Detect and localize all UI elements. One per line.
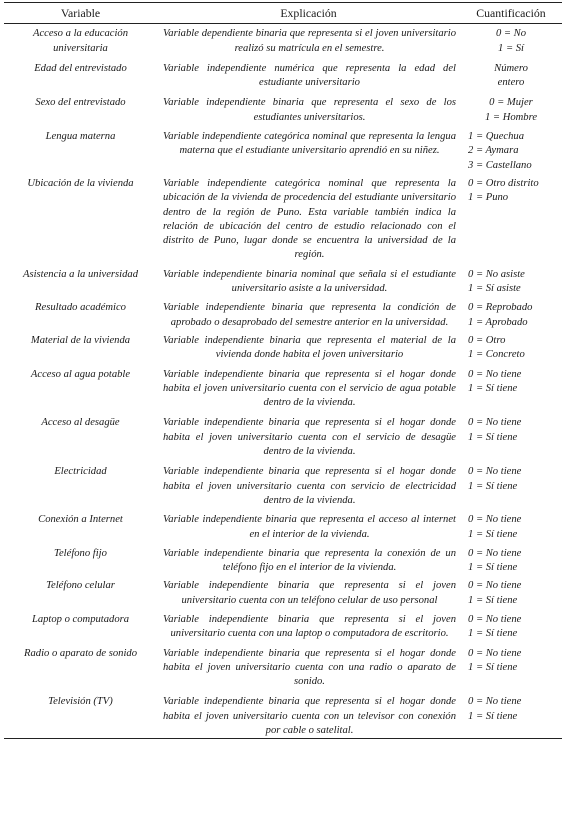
cuantificacion-value: 3 = Castellano — [468, 159, 532, 171]
cell-explicacion: Variable independiente categórica nominal que representa la lengua materna que el estudiante universitario aprendió en su niñez. — [163, 131, 456, 157]
table-row — [4, 508, 562, 542]
cell-variable: Acceso al agua potable — [30, 368, 131, 380]
cell-cuantificacion — [460, 330, 562, 363]
cuantificacion-value: 1 = Hombre — [484, 111, 538, 123]
cuantificacion-value: 0 = No tiene — [468, 417, 522, 429]
cell-cuantificacion — [460, 459, 562, 508]
cuantificacion-value: 1 = Sí tiene — [468, 562, 518, 574]
table-row — [4, 24, 562, 56]
table-row — [4, 90, 562, 125]
table-row — [4, 459, 562, 508]
cell-explicacion: Variable independiente binaria que representa si el hogar donde habita el joven universitario cuenta con una radio o aparato de sonido. — [163, 647, 456, 688]
cuantificacion-value: 0 = No tiene — [468, 547, 522, 559]
table-header — [4, 3, 562, 24]
cell-explicacion: Variable independiente binaria que representa el acceso al internet en el interior de la vivienda. — [163, 514, 456, 540]
header-variable: Variable — [60, 6, 101, 20]
cell-cuantificacion — [460, 542, 562, 576]
cell-variable: Edad del entrevistado — [34, 62, 127, 74]
table-row — [4, 410, 562, 459]
cuantificacion-value: 1 = Sí — [498, 42, 524, 54]
cuantificacion-value: 0 = No tiene — [468, 368, 522, 380]
cuantificacion-value: 0 = Otro — [468, 334, 506, 346]
cell-explicacion: Variable independiente numérica que representa la edad del estudiante universitario — [163, 62, 456, 89]
cuantificacion-value: 1 = Sí tiene — [468, 594, 518, 606]
cuantificacion-value: 1 = Sí tiene — [468, 382, 518, 394]
cell-cuantificacion — [460, 508, 562, 542]
table-row — [4, 363, 562, 411]
cell-cuantificacion — [460, 363, 562, 411]
cell-variable: Laptop o computadora — [31, 613, 130, 625]
cuantificacion-value: 1 = Sí tiene — [468, 528, 518, 540]
cell-cuantificacion — [460, 24, 562, 56]
variables-table — [4, 2, 562, 739]
cell-explicacion: Variable independiente binaria que representa si el joven universitario cuenta con un teléfono celular de uso personal — [163, 580, 456, 606]
cell-variable: Teléfono fijo — [54, 547, 107, 559]
cell-explicacion: Variable independiente binaria que representa el sexo de los estudiantes universitarios. — [163, 97, 456, 123]
table-row — [4, 330, 562, 363]
cell-variable: Acceso al desagüe — [41, 417, 120, 429]
cell-variable: Ubicación de la vivienda — [27, 177, 134, 189]
cell-variable: Radio o aparato de sonido — [24, 647, 137, 659]
cell-explicacion: Variable independiente binaria que representa si el hogar donde habita el joven universitario cuenta con el servicio de agua potable dentro de la vivienda. — [163, 368, 456, 409]
cuantificacion-value: 0 = No — [495, 28, 527, 40]
cell-variable: Televisión (TV) — [48, 696, 113, 708]
cuantificacion-value: 0 = No tiene — [468, 466, 522, 478]
cuantificacion-value: 1 = Sí tiene — [468, 431, 518, 443]
cuantificacion-value: 1 = Sí asiste — [468, 283, 521, 295]
cell-explicacion: Variable independiente binaria que representa si el hogar donde habita el joven universitario cuenta con servicio de electricidad dentro de la vivienda. — [163, 466, 456, 506]
cell-cuantificacion — [460, 689, 562, 738]
table-row — [4, 296, 562, 330]
cuantificacion-value: 0 = Reprobado — [468, 302, 533, 314]
cell-explicacion: Variable independiente binaria que representa la conexión de un teléfono fijo en el interior de la vivienda. — [163, 547, 456, 574]
cell-cuantificacion — [460, 296, 562, 330]
cuantificacion-value: 1 = Quechua — [468, 131, 524, 143]
cell-cuantificacion — [460, 263, 562, 297]
table-row — [4, 608, 562, 642]
cuantificacion-value: 1 = Sí tiene — [468, 628, 518, 640]
cuantificacion-value: 0 = No asiste — [468, 268, 525, 280]
cuantificacion-value: 1 = Sí tiene — [468, 710, 518, 722]
cell-explicacion: Variable independiente binaria que representa si el hogar donde habita el joven universitario cuenta con un televisor con conexión por cable o satelital. — [163, 696, 456, 737]
cell-variable: Resultado académico — [35, 302, 126, 314]
table-row — [4, 689, 562, 738]
cell-explicacion: Variable independiente binaria que representa si el joven universitario cuenta con una laptop o computadora de escritorio. — [163, 613, 456, 640]
cell-explicacion: Variable dependiente binaria que representa si el joven universitario realizó su matrícula en el semestre. — [163, 28, 456, 54]
cell-explicacion: Variable independiente binaria que representa la condición de aprobado o desaprobado del semestre anterior en la universidad. — [163, 302, 456, 328]
table-row — [4, 575, 562, 608]
cell-explicacion: Variable independiente binaria nominal que señala si el estudiante universitario asiste a la universidad. — [163, 268, 456, 295]
cell-variable: Asistencia a la universidad — [22, 268, 139, 280]
table-row — [4, 542, 562, 576]
cell-variable: Conexión a Internet — [38, 514, 123, 526]
cuantificacion-value: 0 = Otro distrito — [468, 177, 539, 189]
cuantificacion-value: 1 = Sí tiene — [468, 480, 518, 492]
cell-cuantificacion — [460, 575, 562, 608]
cuantificacion-value: entero — [497, 77, 525, 89]
header-row — [4, 3, 562, 24]
table-row — [4, 173, 562, 263]
header-explicacion: Explicación — [280, 6, 337, 20]
cuantificacion-value: 0 = No tiene — [468, 613, 522, 625]
cell-cuantificacion — [460, 56, 562, 91]
cell-variable: Teléfono celular — [46, 580, 115, 592]
cuantificacion-value: 1 = Sí tiene — [468, 661, 518, 673]
cell-explicacion: Variable independiente categórica nominal que representa la ubicación de la vivienda de procedencia del estudiante universitario dentro de la región de Puno. Esta variable también indica la relación de ubicación del centro de estudio relacionado con el distrito de Puno, lugar donde se encuentra la universidad de la región. — [163, 177, 456, 261]
table-row — [4, 125, 562, 173]
table-row — [4, 56, 562, 91]
table-row — [4, 263, 562, 297]
cuantificacion-value: 0 = Mujer — [489, 97, 533, 109]
cuantificacion-value: 2 = Aymara — [468, 145, 519, 157]
cuantificacion-value: 0 = No tiene — [468, 514, 522, 526]
cell-cuantificacion — [460, 642, 562, 690]
table-body — [4, 24, 562, 739]
cell-cuantificacion — [460, 125, 562, 173]
header-cuantificacion: Cuantificación — [476, 6, 546, 20]
cuantificacion-value: 0 = No tiene — [468, 696, 522, 708]
cuantificacion-value: 0 = No tiene — [468, 647, 522, 659]
cell-variable: Sexo del entrevistado — [35, 97, 126, 109]
cell-cuantificacion — [460, 173, 562, 263]
cell-cuantificacion — [460, 608, 562, 642]
cell-variable: Acceso a la educación universitaria — [32, 28, 128, 54]
cell-variable: Electricidad — [54, 466, 107, 478]
cuantificacion-value: 0 = No tiene — [468, 580, 522, 592]
cuantificacion-value: Número — [494, 62, 528, 74]
cell-cuantificacion — [460, 90, 562, 125]
cell-cuantificacion — [460, 410, 562, 459]
cell-variable: Lengua materna — [45, 131, 116, 143]
cell-explicacion: Variable independiente binaria que representa el material de la vivienda donde habita el joven universitario — [163, 334, 456, 361]
cuantificacion-value: 1 = Aprobado — [468, 316, 528, 328]
cell-explicacion: Variable independiente binaria que representa si el hogar donde habita el joven universitario cuenta con el servicio de desagüe dentro de la vivienda. — [163, 417, 456, 458]
cuantificacion-value: 1 = Concreto — [468, 349, 525, 361]
table-row — [4, 642, 562, 690]
cuantificacion-value: 1 = Puno — [468, 192, 509, 204]
cell-variable: Material de la vivienda — [30, 334, 131, 346]
